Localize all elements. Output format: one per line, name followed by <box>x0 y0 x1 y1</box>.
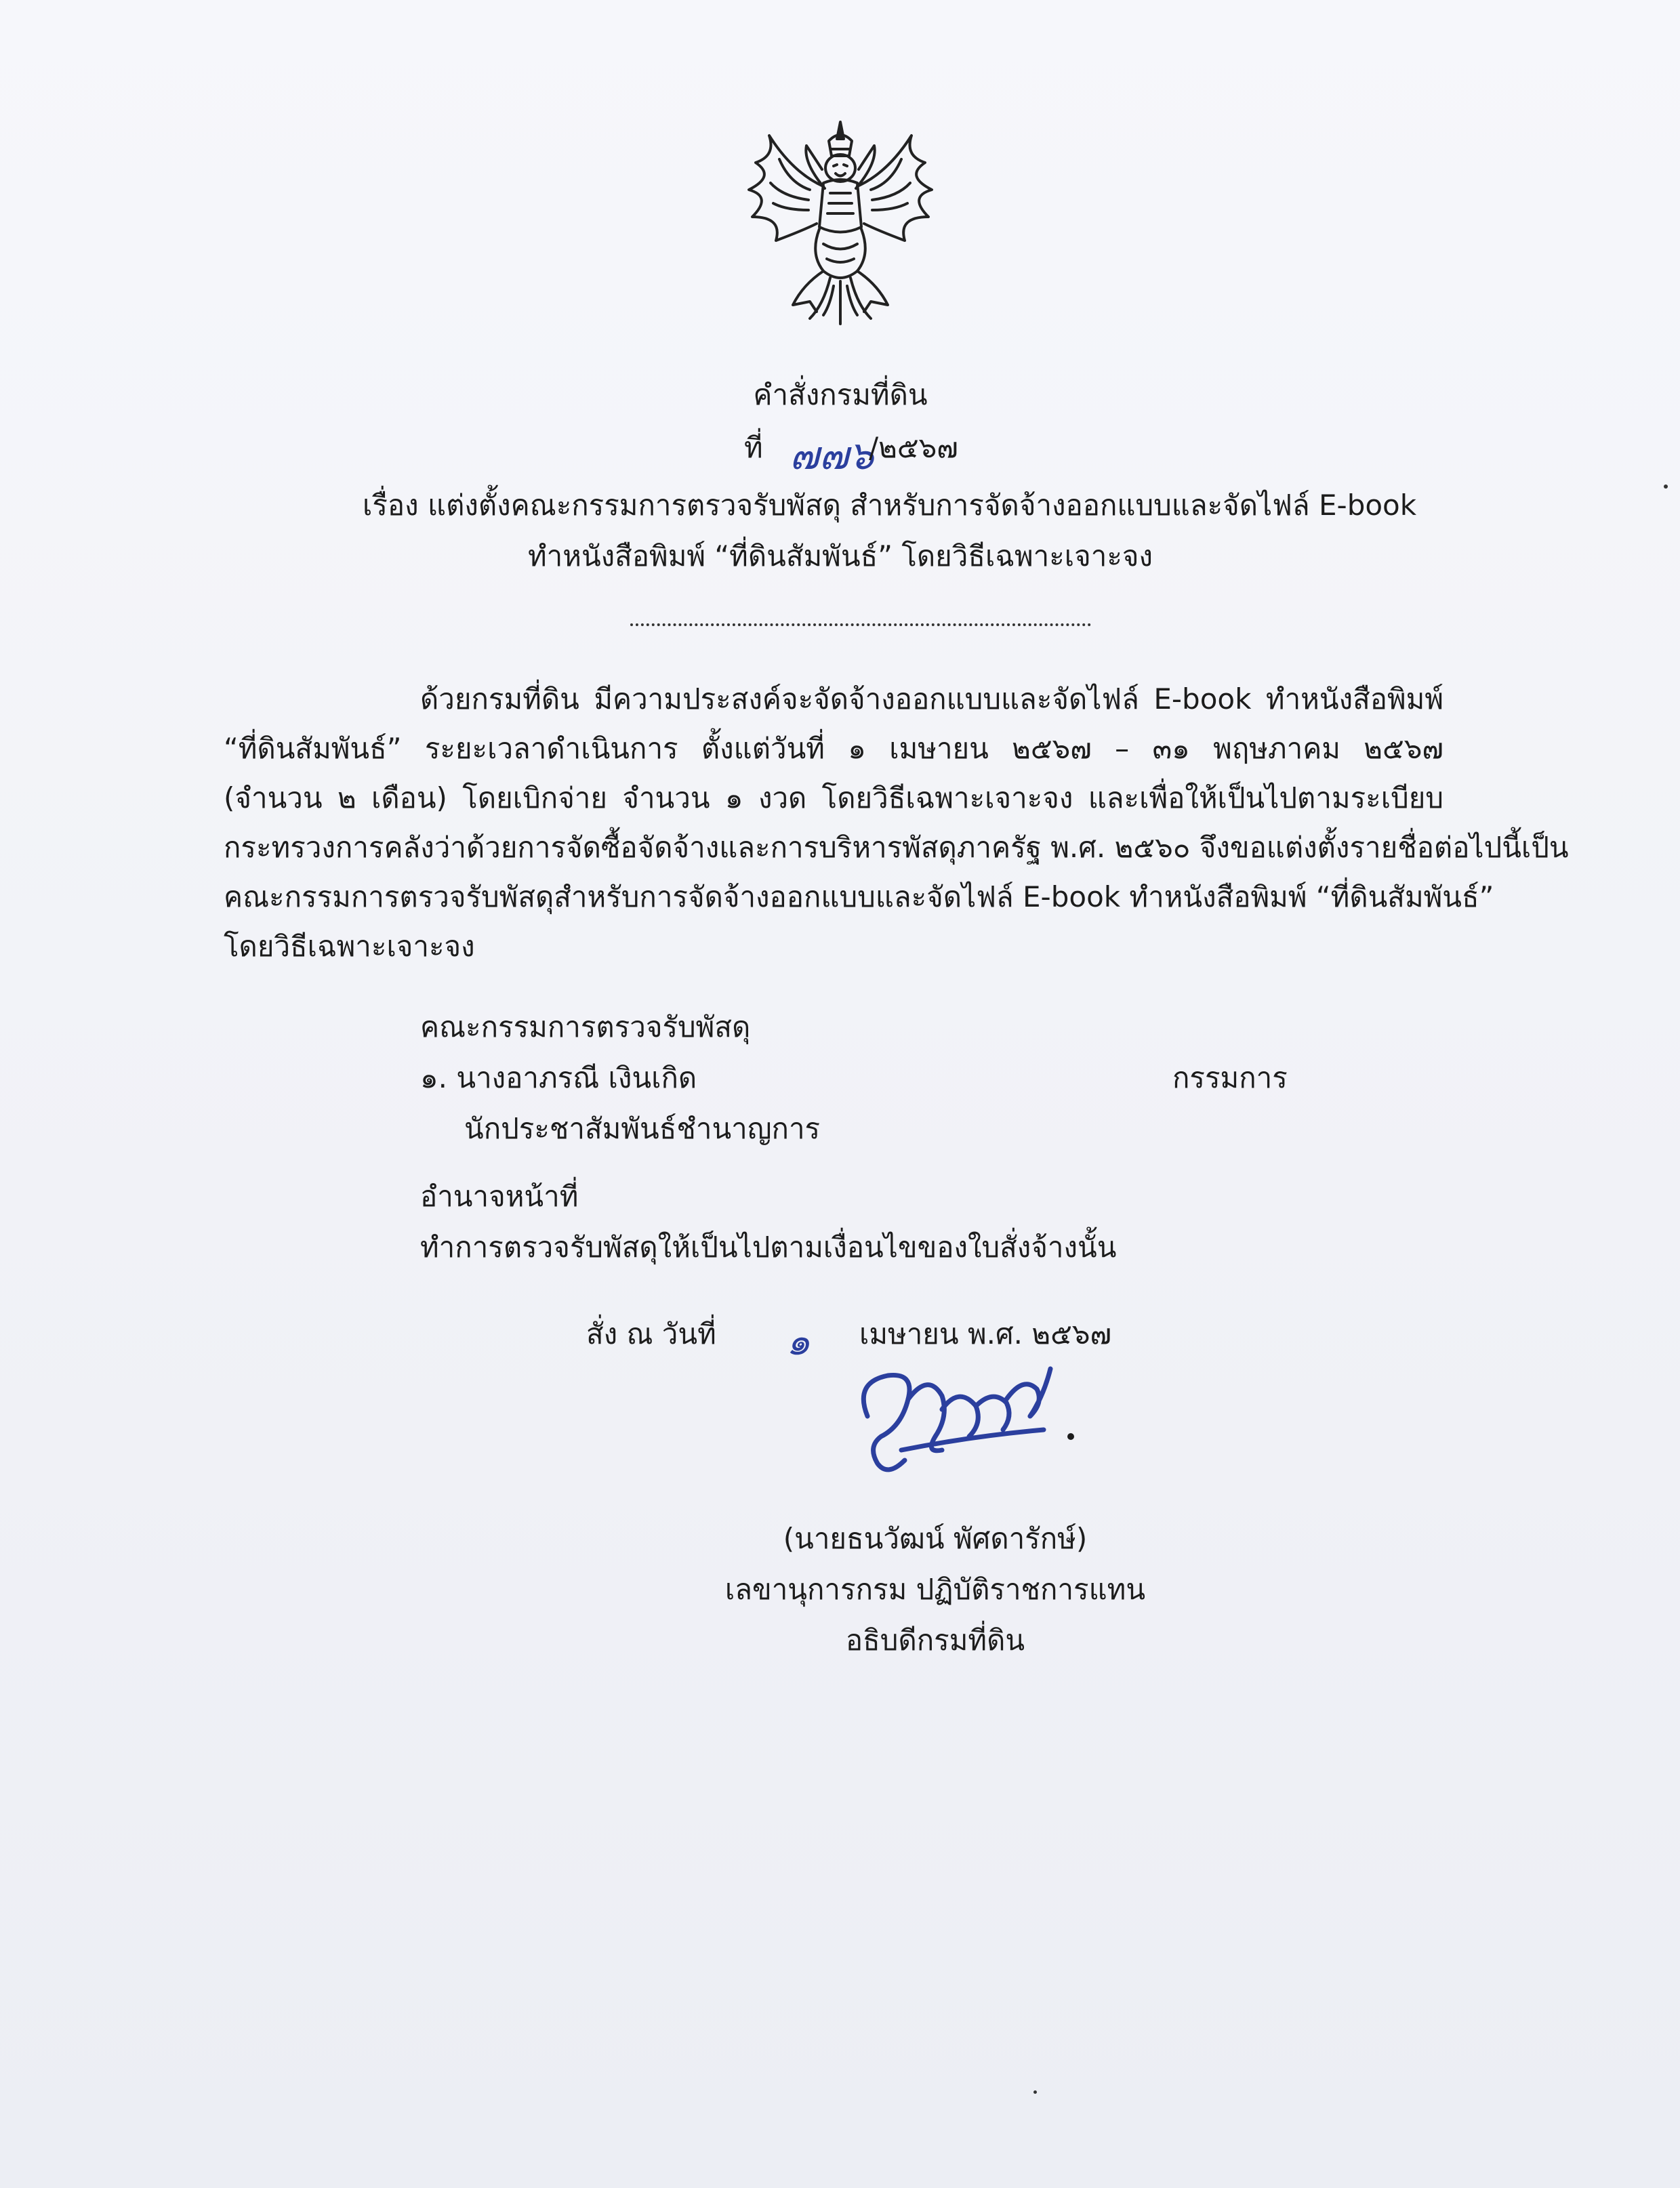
paragraph-line: (จำนวน ๒ เดือน) โดยเบิกจ่าย จำนวน ๑ งวด โดยวิธีเฉพาะเจาะจง และเพื่อให้เป็นไปตามระเบียบ <box>224 781 1443 814</box>
committee-member-position: นักประชาสัมพันธ์ชำนาญการ <box>464 1112 821 1145</box>
order-title: คำสั่งกรมที่ดิน <box>753 378 928 411</box>
order-number-suffix: /๒๕๖๗ <box>869 431 958 464</box>
paragraph-line: ด้วยกรมที่ดิน มีความประสงค์จะจัดจ้างออกแบบและจัดไฟล์ E-book ทำหนังสือพิมพ์ <box>420 682 1443 716</box>
header-divider <box>630 623 1091 626</box>
paper-speck <box>1033 2090 1037 2094</box>
order-number-handwritten: ๗๗๖ <box>790 432 874 478</box>
garuda-emblem-icon <box>729 108 952 332</box>
paragraph-line: “ที่ดินสัมพันธ์” ระยะเวลาดำเนินการ ตั้งแต่วันที่ ๑ เมษายน ๒๕๖๗ – ๓๑ พฤษภาคม ๒๕๖๗ <box>224 732 1443 765</box>
paragraph-line: กระทรวงการคลังว่าด้วยการจัดซื้อจัดจ้างและการบริหารพัสดุภาครัฐ พ.ศ. ๒๕๖๐ จึงขอแต่งตั้งรายชื่อต่อไปนี้เป็น <box>224 831 1569 864</box>
duties-text: ทำการตรวจรับพัสดุให้เป็นไปตามเงื่อนไขของใบสั่งจ้างนั้น <box>420 1231 1117 1264</box>
order-date-month-year: เมษายน พ.ศ. ๒๕๖๗ <box>859 1317 1112 1350</box>
subject-line-1: เรื่อง แต่งตั้งคณะกรรมการตรวจรับพัสดุ สำหรับการจัดจ้างออกแบบและจัดไฟล์ E-book <box>363 489 1417 522</box>
body-paragraph <box>224 674 1569 971</box>
handwritten-signature <box>840 1335 1084 1491</box>
duties-heading: อำนาจหน้าที่ <box>420 1180 579 1213</box>
paper-speck <box>1664 484 1668 489</box>
order-date-prefix: สั่ง ณ วันที่ <box>586 1317 716 1350</box>
committee-member-name: ๑. นางอาภรณี เงินเกิด <box>420 1061 697 1094</box>
paragraph-line: คณะกรรมการตรวจรับพัสดุสำหรับการจัดจ้างออกแบบและจัดไฟล์ E-book ทำหนังสือพิมพ์ “ที่ดินสัมพันธ์” <box>224 880 1494 913</box>
paragraph-line: โดยวิธีเฉพาะเจาะจง <box>224 930 475 963</box>
order-date-day-handwritten: ๑ <box>786 1320 811 1364</box>
subject-line-2: ทำหนังสือพิมพ์ “ที่ดินสัมพันธ์” โดยวิธีเฉพาะเจาะจง <box>527 539 1153 573</box>
signatory-title-line-1: เลขานุการกรม ปฏิบัติราชการแทน <box>724 1573 1146 1606</box>
committee-member-role: กรรมการ <box>1172 1061 1288 1094</box>
signatory-title-line-2: อธิบดีกรมที่ดิน <box>845 1624 1025 1657</box>
committee-heading: คณะกรรมการตรวจรับพัสดุ <box>420 1010 751 1044</box>
signatory-name: (นายธนวัฒน์ พัศดารักษ์) <box>783 1522 1088 1555</box>
order-number-prefix: ที่ <box>744 431 763 464</box>
